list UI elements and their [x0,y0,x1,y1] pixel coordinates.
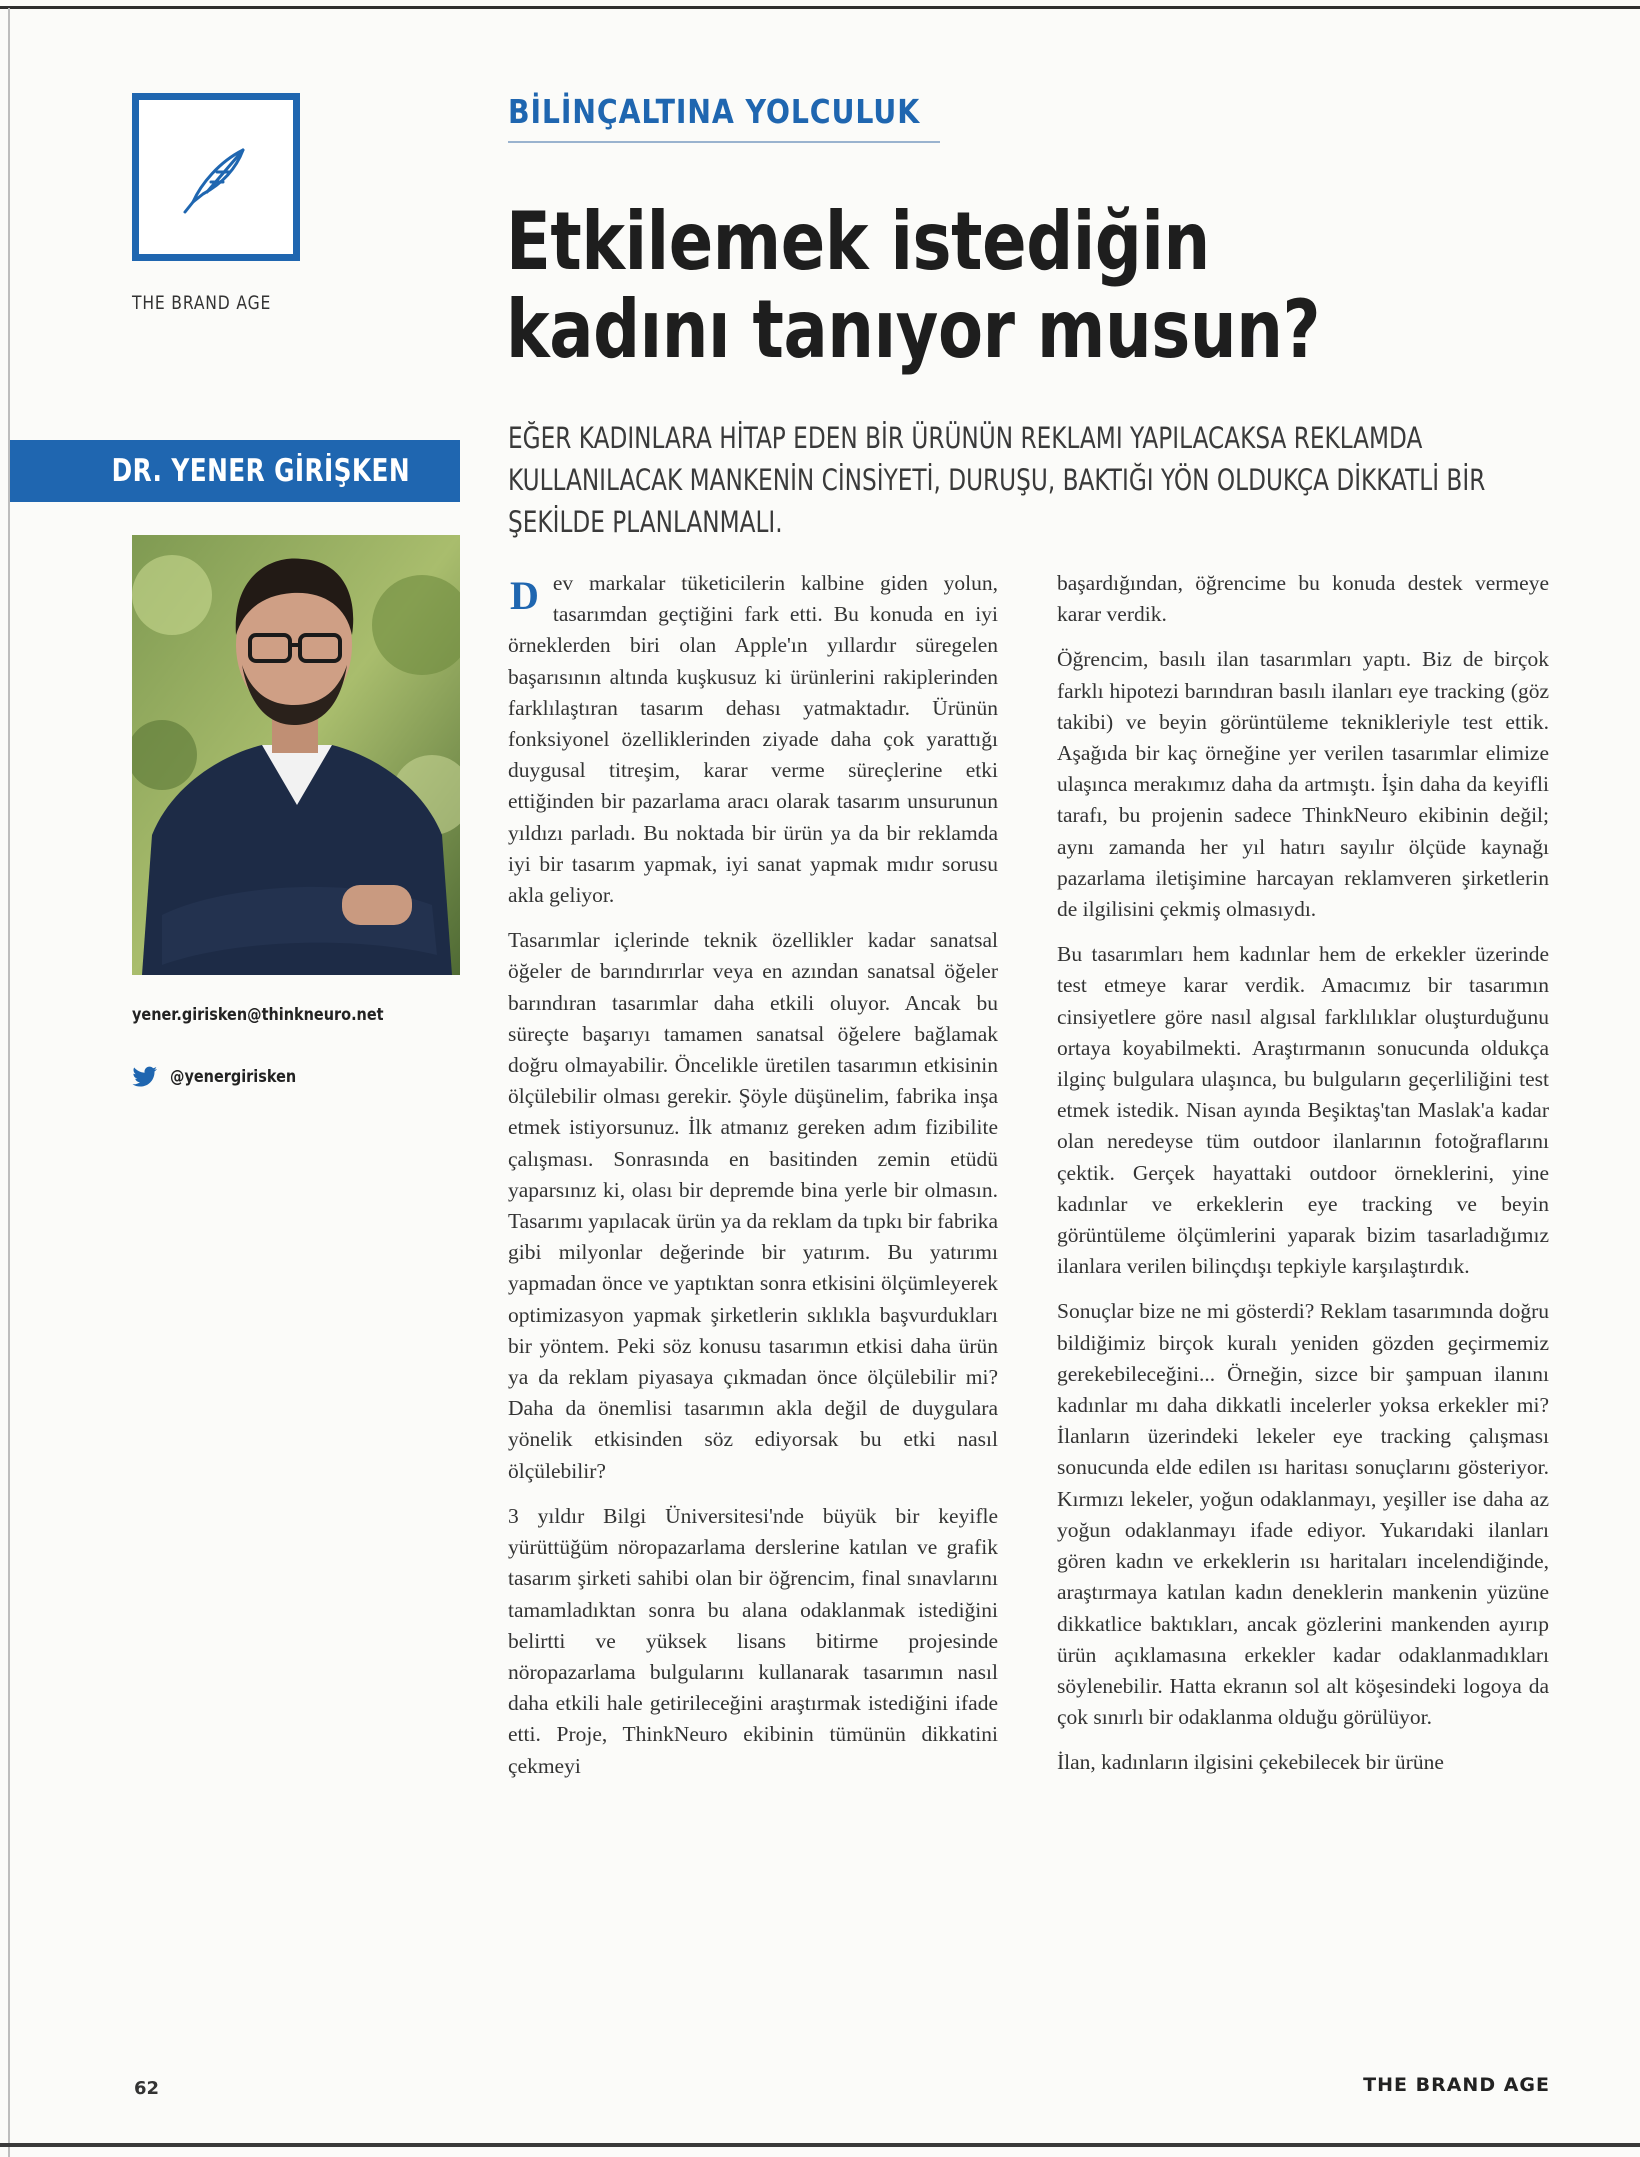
author-name: DR. YENER GİRİŞKEN [111,453,410,489]
section-title: BİLİNÇALTINA YOLCULUK [508,92,921,131]
author-bar [10,440,460,502]
paragraph: Sonuçlar bize ne mi gösterdi? Reklam tasarımında doğru bildiğimiz birçok kuralı yeniden gözden geçirmemiz gerekebileceğini... Örneğin, sizce bir şampuan ilanını kadınlar mı daha dikkatli incelerler yoksa erkekler mi? İlanların üzerindeki lekeler eye tracking çalışması sonucunda elde edilen ısı haritası sonuçlarını gösteriyor. Kırmızı lekeler, yoğun odaklanmayı, yeşiller ise daha az yoğun odaklanmayı ifade ediyor. Yukarıdaki ilanları gören kadın ve erkeklerin ısı haritaları incelendiğinde, araştırmaya katılan kadın deneklerin mankenin yüzüne dikkatlice baktıkları, ancak gözlerini mankenden ayırıp ürün açıklamasına erkekler kadar odaklanmadıkları söylenebilir. Hatta ekranın sol alt köşesindeki logoya da çok sınırlı bir odaklanma olduğu görülüyor. [1057,1299,1549,1730]
paragraph: İlan, kadınların ilgisini çekebilecek bir ürüne [1057,1750,1444,1775]
body-column-2 [1057,568,1549,2008]
deck-line: EĞER KADINLARA HİTAP EDEN BİR ÜRÜNÜN REKLAMI YAPILACAKSA REKLAMDA [508,421,1423,455]
section-rule [508,141,940,143]
footer-brand: THE BRAND AGE [1363,2074,1550,2096]
headline-line: kadını tanıyor musun? [506,283,1321,376]
deck-line: KULLANILACAK MANKENİN CİNSİYETİ, DURUŞU, BAKTIĞI YÖN OLDUKÇA DİKKATLİ BİR [508,463,1486,497]
article-headline [506,195,1321,376]
author-photo [132,535,460,975]
paragraph: Öğrencim, basılı ilan tasarımları yaptı. Biz de birçok farklı hipotezi barındıran basılı ilanları eye tracking (göz takibi) ve beyin görüntüleme teknikleriyle test ettik. Aşağıda bir kaç örneğine yer verilen tasarımlar elimize ulaşınca merakımız daha da artmıştı. İşin daha da keyifli tarafı, bu projenin sadece ThinkNeuro ekibinin değil; aynı zamanda her yıl hatırı sayılır ölçüde kaynağı pazarlama iletişimine harcayan reklamveren şirketlerin de ilgilisini çekmiş olmasıydı. [1057,647,1549,922]
paragraph-text: ev markalar tüketicilerin kalbine giden yolun, tasarımdan geçtiğini fark etti. Bu konuda en iyi örneklerden biri olan Apple'ın yıllardır süregelen başarısının altında kuşkusuz ki ürünlerini rakiplerinden farklılaştıran tasarım dehası yatmaktadır. Ürünün fonksiyonel özelliklerinden ziyade daha çok yarattığı duygusal titreşim, karar verme süreçlerine etki ettiğinden bir pazarlama aracı olarak tasarım unsurunun yıldızı parladı. Bu noktada bir ürün ya da bir reklamda iyi bir tasarım yapmak, iyi sanat yapmak mıdır sorusu akla geliyor. [508,571,998,908]
page-left-edge [8,8,10,2157]
paragraph [508,568,998,911]
twitter-link[interactable] [132,1066,318,1088]
body-column-1 [508,568,998,2008]
twitter-handle: @yenergirisken [170,1067,297,1087]
headline-line: Etkilemek istediğin [506,195,1210,288]
paragraph: başardığından, öğrencime bu konuda destek vermeye karar verdik. [1057,571,1549,627]
page-top-rule [0,6,1640,9]
author-email[interactable]: yener.girisken@thinkneuro.net [132,1005,384,1025]
quill-feather-icon [171,132,261,222]
deck-line: ŞEKİLDE PLANLANMALI. [508,505,783,539]
sidebar-brand: THE BRAND AGE [132,292,272,314]
drop-cap: D [510,573,539,618]
paragraph: 3 yıldır Bilgi Üniversitesi'nde büyük bir keyifle yürüttüğüm nöropazarlama derslerine katılan ve grafik tasarım şirketi sahibi olan bir öğrencim, final sınavlarını tamamladıktan sonra bu alana odaklanmak istediğini belirtti ve yüksek lisans bitirme projesinde nöropazarlama bulgularını kullanarak tasarımın nasıl daha etkili hale getirileceğini araştırmak istediğini ifade etti. Proje, ThinkNeuro ekibinin tümünün dikkatini çekmeyi [508,1503,998,1778]
paragraph: Bu tasarımları hem kadınlar hem de erkekler üzerinde test etmeye karar verdik. Amacımız bir tasarımın cinsiyetlere göre nasıl algısal farklılıklar oluşturduğunu ortaya koyabilmekti. Araştırmanın sonucunda oldukça ilginç bulgulara ulaşınca, bu bulguların geçerliliğini test etmek istedik. Nisan ayında Beşiktaş'tan Maslak'a kadar olan neredeyse tüm outdoor ilanlarının fotoğraflarını çektik. Gerçek hayattaki outdoor örneklerini, yine kadınlar ve erkeklerin eye tracking ve beyin görüntüleme ölçümlerini yaparak bizim tasarladığımız ilanlara verilen bilinçdışı tepkiyle karşılaştırdık. [1057,942,1549,1279]
column-logo [132,93,300,261]
twitter-bird-icon [132,1066,158,1088]
paragraph: Tasarımlar içlerinde teknik özellikler kadar sanatsal öğeler de barındırırlar veya en azından sanatsal öğeler barındıran tasarımlar daha etkili oluyor. Ancak bu süreçte başarıyı tamamen sanatsal öğelere bağlamak doğru olmayabilir. Öncelikle üretilen tasarımın etkisinin ölçülebilir olması gerekir. Şöyle düşünelim, fabrika inşa etmek istiyorsunuz. İlk atmanız gereken adım fizibilite çalışması. Sonrasında en basitinden zemin etüdü yaparsınız ki, olası bir depremde bina yerle bir olmasın. Tasarımı yapılacak ürün ya da reklam da tıpkı bir fabrika gibi milyonlar değerinde bir yatırım. Bu yatırımı yapmadan önce ve yaptıktan sonra etkisini ölçümleyerek optimizasyon yapmak şirketlerin sıklıkla başvurdukları bir yöntem. Peki söz konusu tasarımın etkisi daha ürün ya da reklam piyasaya çıkmadan önce ölçülebilir mi? Daha da önemlisi tasarımın akla değil de duygulara yönelik etkisinden söz ediyorsak bu etki nasıl ölçülebilir? [508,928,998,1483]
page-number: 62 [134,2078,160,2099]
page-bottom-rule [0,2143,1640,2147]
article-deck [508,417,1486,543]
